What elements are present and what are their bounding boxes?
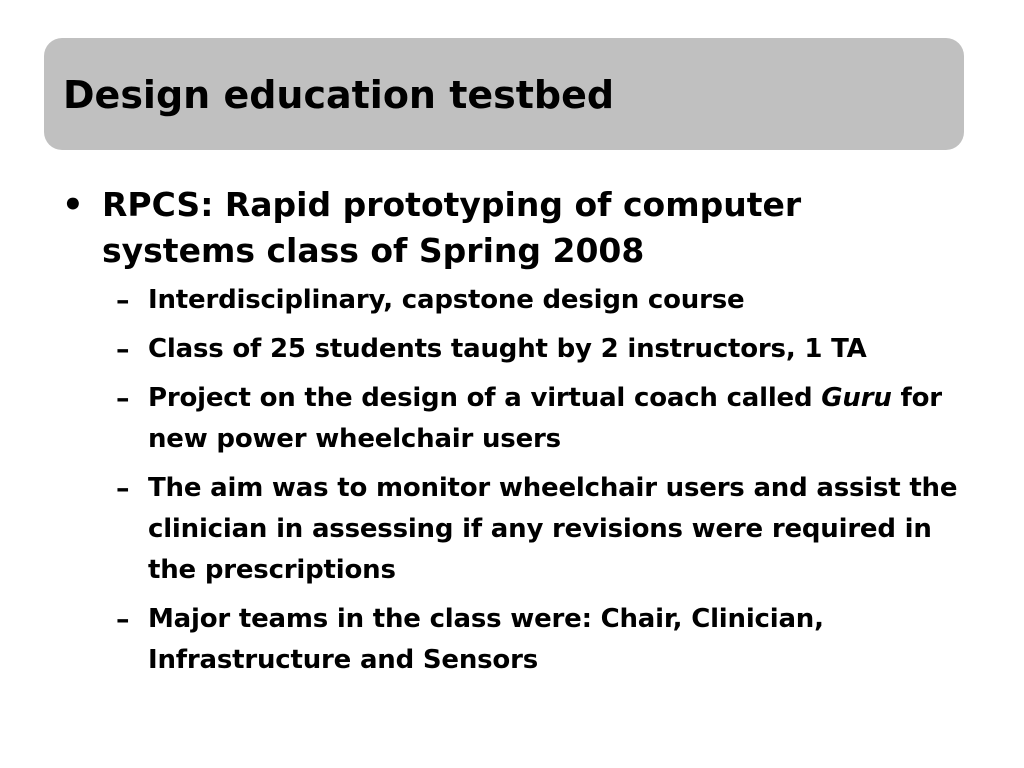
- sub-item-text: Interdisciplinary, capstone design course: [148, 285, 745, 315]
- sub-item-class-size: [102, 329, 980, 370]
- project-text-before: Project on the design of a virtual coach called: [148, 383, 822, 413]
- sub-item-text: Major teams in the class were: Chair, Clinician, Infrastructure and Sensors: [148, 604, 824, 675]
- dash-marker: –: [116, 473, 130, 504]
- sub-item-teams: [102, 599, 980, 681]
- bullet-marker: •: [62, 185, 84, 225]
- sub-list: [102, 280, 980, 681]
- dash-marker: –: [116, 383, 130, 414]
- sub-item-text: The aim was to monitor wheelchair users and assist the clinician in assessing if any revisions were required in the prescriptions: [148, 473, 958, 585]
- dash-marker: –: [116, 604, 130, 635]
- bullet-item-rpcs: [60, 182, 980, 681]
- sub-item-text: [148, 378, 978, 460]
- sub-item-interdisciplinary: [102, 280, 980, 321]
- sub-item-aim: [102, 468, 980, 591]
- guru-emphasis: Guru: [821, 383, 892, 413]
- sub-item-text: Class of 25 students taught by 2 instructors, 1 TA: [148, 334, 867, 364]
- project-text-after: for new power wheelchair users: [148, 383, 942, 454]
- bullet-text: RPCS: Rapid prototyping of computer systems class of Spring 2008: [102, 185, 802, 270]
- title-bar: [44, 38, 964, 150]
- dash-marker: –: [116, 334, 130, 365]
- sub-item-project: [102, 378, 980, 460]
- bullet-list: [60, 182, 980, 689]
- dash-marker: –: [116, 285, 130, 316]
- slide-title: Design education testbed: [63, 73, 615, 117]
